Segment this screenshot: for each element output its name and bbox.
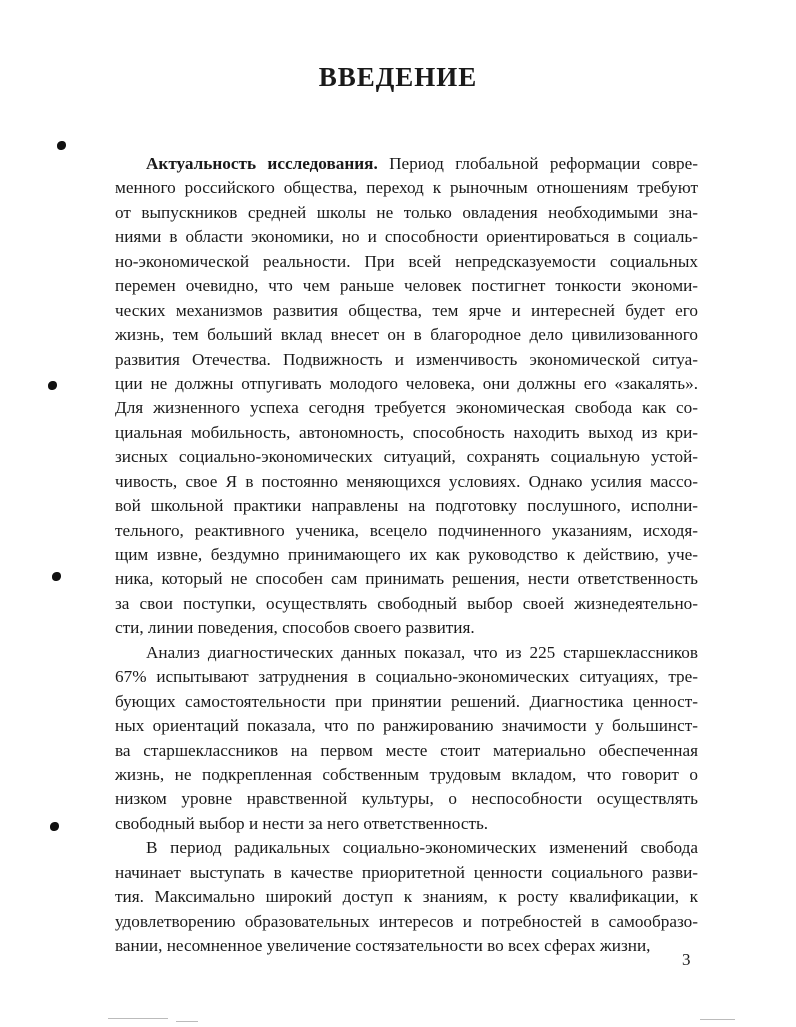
line-text: тельного, реактивного ученика, всецело подчиненного указаниям, исходя-: [115, 520, 698, 540]
paragraph-line: [115, 445, 698, 469]
paragraph-line: [115, 519, 698, 543]
paragraph-line: [115, 348, 698, 372]
line-text: вой школьной практики направлены на подготовку послушного, исполни-: [115, 496, 698, 516]
line-text: удовлетворению образовательных интересов и потребностей в самообразо-: [115, 911, 698, 931]
paragraph-line: [115, 494, 698, 518]
binding-hole-mark: [50, 822, 59, 831]
line-text: зисных социально-экономических ситуаций, сохранять социальную устой-: [115, 447, 698, 467]
line-text: тия. Максимально широкий доступ к знаниям, к росту квалификации, к: [115, 887, 698, 907]
page-title: ВВЕДЕНИЕ: [318, 62, 478, 92]
line-text: начинает выступать в качестве приоритетной ценности социального разви-: [115, 862, 698, 882]
paragraph-line: [115, 763, 698, 787]
line-text: низком уровне нравственной культуры, о неспособности осуществлять: [115, 789, 698, 809]
line-text: менного российского общества, переход к рыночным отношениям требуют: [115, 178, 698, 198]
paragraph-line: [115, 421, 698, 445]
line-text: чивость, свое Я в постоянно меняющихся условиях. Однако усилия массо-: [115, 471, 698, 491]
line-text: от выпускников средней школы не только овладения необходимыми зна-: [115, 202, 698, 222]
paragraph-line: [115, 787, 698, 811]
line-text: ниями в области экономики, но и способности ориентироваться в социаль-: [115, 227, 698, 247]
binding-hole-mark: [52, 572, 61, 581]
scan-speck: [700, 1019, 735, 1020]
line-text: ника, который не способен сам принимать решения, нести ответственность: [115, 569, 698, 589]
line-text: но-экономической реальности. При всей непредсказуемости социальных: [115, 251, 698, 271]
paragraph-line: [115, 665, 698, 689]
paragraph-line: [115, 641, 698, 665]
paragraph-line: [115, 567, 698, 591]
line-text: жизнь, тем больший вклад внесет он в благородное дело цивилизованного: [115, 325, 698, 345]
line-text: ческих механизмов развития общества, тем ярче и интересней будет его: [115, 300, 698, 320]
paragraph-line: [115, 543, 698, 567]
binding-hole-mark: [48, 381, 57, 390]
paragraph-line: [115, 274, 698, 298]
line-text: свободный выбор и нести за него ответственность.: [115, 813, 489, 833]
paragraph-line: [115, 201, 698, 225]
line-text: сти, линии поведения, способов своего развития.: [115, 618, 475, 638]
line-text: за свои поступки, осуществлять свободный выбор своей жизнедеятельно-: [115, 593, 698, 613]
line-text: развития Отечества. Подвижность и изменчивость экономической ситуа-: [115, 349, 698, 369]
paragraph-line: [115, 592, 698, 616]
line-text: перемен очевидно, что чем раньше человек постигнет тонкости экономи-: [115, 276, 698, 296]
line-text: вании, несомненное увеличение состязательности во всех сферах жизни,: [115, 936, 651, 955]
paragraph-line: [115, 934, 698, 958]
paragraph-line: [115, 739, 698, 763]
body-text: [115, 152, 698, 958]
paragraph-lead: Актуальность исследования.: [146, 154, 378, 173]
paragraph-line: [115, 372, 698, 396]
line-text: В период радикальных социально-экономических изменений свобода: [146, 838, 698, 858]
paragraph-line: [115, 470, 698, 494]
line-text: циальная мобильность, автономность, способность находить выход из кри-: [115, 422, 698, 442]
line-text: бующих самостоятельности при принятии решений. Диагностика ценност-: [115, 691, 698, 711]
line-text: 67% испытывают затруднения в социально-экономических ситуациях, тре-: [115, 667, 698, 687]
paragraph-line: [115, 812, 698, 836]
paragraph-line: [115, 176, 698, 200]
paragraph-line: [115, 910, 698, 934]
paragraph-line: [115, 616, 698, 640]
line-text: ции не должны отпугивать молодого человека, они должны его «закалять».: [115, 373, 698, 393]
paragraph-line: [115, 299, 698, 323]
line-text: ных ориентаций показала, что по ранжированию значимости у большинст-: [115, 716, 698, 736]
line-text: жизнь, не подкрепленная собственным трудовым вкладом, что говорит о: [115, 764, 698, 784]
paragraph-line: [115, 714, 698, 738]
scan-speck: [108, 1018, 168, 1019]
line-text: щим извне, бездумно принимающего их как руководство к действию, уче-: [115, 545, 698, 564]
paragraph-line: [115, 885, 698, 909]
line-text: Для жизненного успеха сегодня требуется экономическая свобода как со-: [115, 398, 698, 418]
paragraph-line: [115, 225, 698, 249]
paragraph-line: [115, 861, 698, 885]
paragraph-line: [115, 836, 698, 860]
binding-hole-mark: [57, 141, 66, 150]
paragraph-line: [115, 250, 698, 274]
line-text: Период глобальной реформации совре-: [377, 154, 699, 173]
paragraph-line: [115, 323, 698, 347]
line-text: Анализ диагностических данных показал, что из 225 старшеклассников: [146, 642, 698, 662]
paragraph-line: [115, 152, 698, 176]
page-number: 3: [682, 950, 691, 969]
paragraph-line: [115, 690, 698, 714]
line-text: ва старшеклассников на первом месте стоит материально обеспеченная: [115, 740, 698, 760]
paragraph-line: [115, 396, 698, 420]
scan-speck: [176, 1021, 198, 1022]
